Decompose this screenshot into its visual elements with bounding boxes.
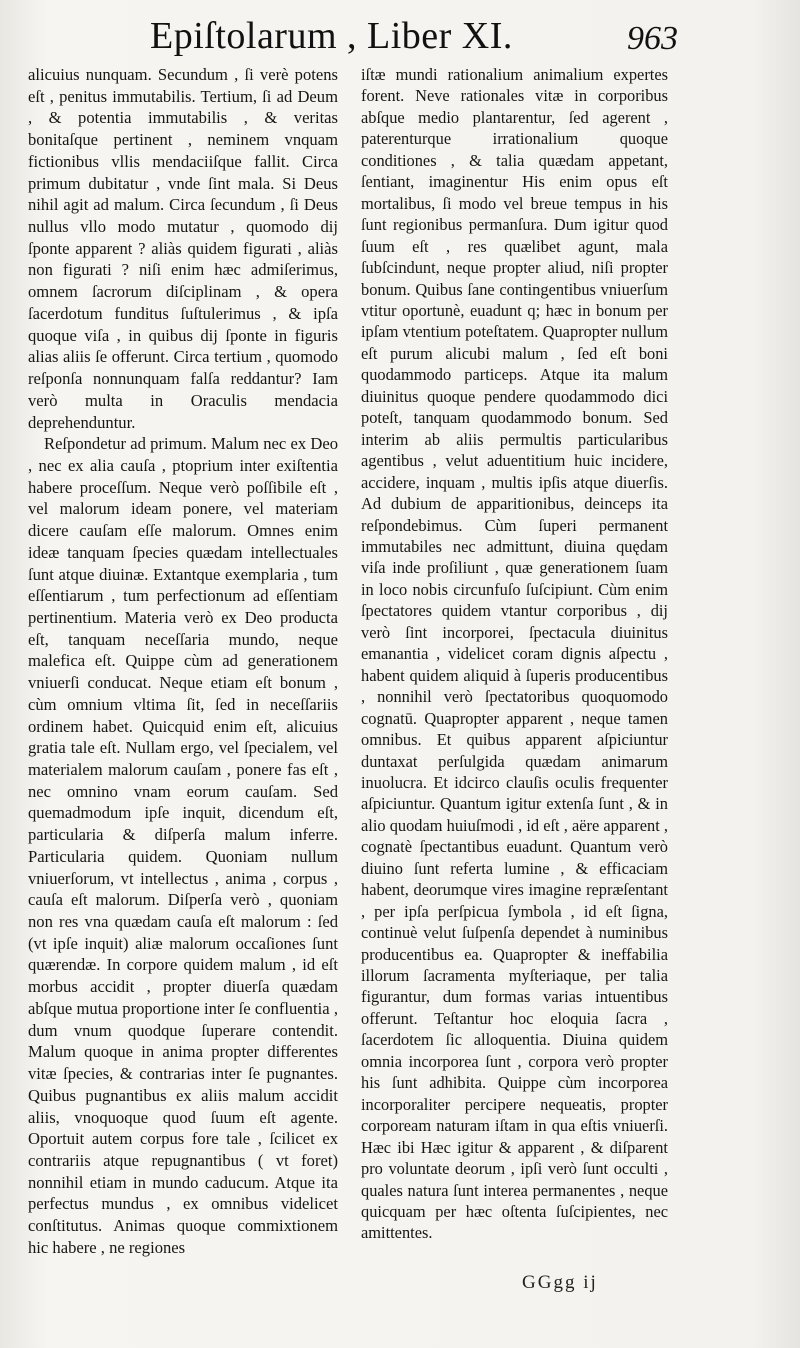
running-head	[0, 14, 800, 64]
page-number: 963	[627, 20, 678, 57]
column-gutter	[343, 70, 344, 1270]
right-paragraph-1: iſtæ mundi rationalium animalium expertes forent. Neve rationales vitæ in corporibus abſque medio plantarentur, ſed agerent , paterenturque irrationalium quoque conditiones , & talia quædam appetant, ſentiant, imaginentur His enim opus eſt mortalibus, ſi modo vel breue tempus in his ſunt regionibus permanſura. Dum igitur quod ſuum eſt , res quælibet agunt, mala ſubſcindunt, neque propter aliud, niſi propter bonum. Quibus ſane contingentibus vniuerſum vtitur oportunè, euadunt q; hæc in bonum per ipſam vtentium poteſtatem. Quapropter nullum eſt purum alicubi malum , ſed eſt boni quodammodo particeps. Atque ita malum diuinitus quoque pendere quodammodo dici poteſt, tanquam quodammodo bonum. Sed interim ab aliis permultis particularibus agentibus , velut aduentitium huic incidere, accidere, inquam , multis ipſis atque diuerſis. Ad dubium de apparitionibus, deinceps ita reſpondebimus. Cùm ſuperi permanent immutabiles nec admittunt, diuina quędam viſa inde proſiliunt , quæ generationem ſuam in loco nobis circunfuſo ſuſcipiunt. Cùm enim ſpectatores quidem vtantur corporibus , dij verò ſint incorporei, ſpectacula diuinitus emanantia , videlicet coram dignis aſpectu , habent quidem aliquid à ſuperis producentibus , nonnihil verò ſpectatoribus quoquomodo cognatū. Quapropter apparent , neque tamen omnibus. Et quibus apparent aſpiciuntur duntaxat perſulgida quædam animarum inuolucra. Et idcirco clauſis oculis frequenter aſpiciuntur. Quantum igitur extenſa ſunt , & in alio quodam huiuſmodi , id eſt , aëre apparent , cognatè ſpectantibus euadunt. Quantum verò diuino ſunt referta lumine , & efficaciam habent, deorumque vires imagine repræſentant , per ipſa perſpicua ſymbola , id eſt ſigna, continuè velut ſuſpenſa dependet à numinibus producentibus ea. Quapropter & ineffabilia illorum ſacramenta myſteriaque, per talia figurantur, dum formas varias intuentibus offerunt. Teſtantur hoc eloquia ſacra , ſacerdotem ſic alloquentia. Diuina quidem omnia incorporea ſunt , corpora verò propter his ſunt adhibita. Quippe cùm incorporea incorporaliter percipere nequeatis, propter corpoream naturam iſtam in qua eſtis vniuerſi. Hæc ibi Hæc igitur & apparent , & diſparent pro voluntate deorum , ipſi verò ſunt occulti , quales natura ſunt interea permanentes , neque quicquam per hæc oſtenta ſuſcipientes, nec amittentes.	[361, 65, 668, 1243]
left-column	[28, 64, 338, 1259]
page-title: Epiſtolarum , Liber XI.	[150, 15, 513, 57]
left-paragraph-1: alicuius nunquam. Secundum , ſi verè potens eſt , penitus immutabilis. Tertium, ſi ad Deum , & potentia immutabilis , & veritas bonitaſque pertinent , neminem vnquam fictionibus vllis mendaciiſque fallit. Circa primum dubitatur , vnde ſint mala. Si Deus nihil agit ad malum. Circa ſecundum , ſi Deus nullus vllo modo mutatur , quomodo dij ſponte apparent ? aliàs quidem figurati , aliàs non figurati ? niſi enim hæc admiſerimus, omnem ſacrorum diſciplinam , & opera ſacerdotum funditus ſuſtulerimus , & ipſa quoque viſa , in quibus dij ſponte in figuris alias aliis ſe offerunt. Circa tertium , quomodo reſponſa nonnunquam falſa reddantur? Iam verò multa in Oraculis mendacia deprehenduntur.	[28, 65, 338, 432]
left-paragraph-2: Reſpondetur ad primum. Malum nec ex Deo , nec ex alia cauſa , ptoprium inter exiſtentia habere proceſſum. Neque verò poſſibile eſt , vel malorum ideam ponere, vel materiam dicere cauſam eſſe malorum. Omnes enim ideæ tanquam ſpecies quædam intellectuales ſunt atque diuinæ. Extantque exemplaria , tum eſſentiarum , tum perfectionum ad eſſentiam pertinentium. Materia verò ex Deo producta eſt, tanquam neceſſaria mundo, neque malefica eſt. Quippe cùm ad generationem vniuerſi conducat. Neque etiam eſt bonum , cùm omnium vltima ſit, ſed in neceſſariis ordinem habet. Quicquid enim eſt, alicuius gratia tale eſt. Nullam ergo, vel ſpecialem, vel materialem malorum cauſam , ponere fas eſt , nec omnino vnam eorum cauſam. Sed quemadmodum ipſe inquit, dicendum eſt, particularia & diſperſa malum inferre. Particularia quidem. Quoniam nullum vniuerſorum, vt intellectus , anima , corpus , cauſa eſt malorum. Diſperſa verò , quoniam non res vna quædam cauſa eſt malorum : ſed (vt ipſe inquit) aliæ malorum occaſiones ſunt quærendæ. In corpore quidem malum , id eſt morbus accidit , propter diuerſa quædam abſque mutua proportione inter ſe confluentia , dum vnum quodque ſuperare contendit. Malum quoque in anima propter differentes vitæ ſpecies, & contrarias inter ſe pugnantes. Quibus pugnantibus ex aliis malum accidit aliis, vnoquoque quod ſuum eſt agente. Oportuit autem corpus fore tale , ſcilicet ex contrariis atque repugnantibus ( vt foret) nonnihil etiam in mundo caducum. Atque ita perfectus mundus , ex omnibus videlicet conſtitutus. Animas quoque commixtionem hic habere , ne regiones	[28, 434, 338, 1257]
signature-mark: GGgg ij	[522, 1272, 598, 1293]
right-column	[361, 64, 668, 1244]
